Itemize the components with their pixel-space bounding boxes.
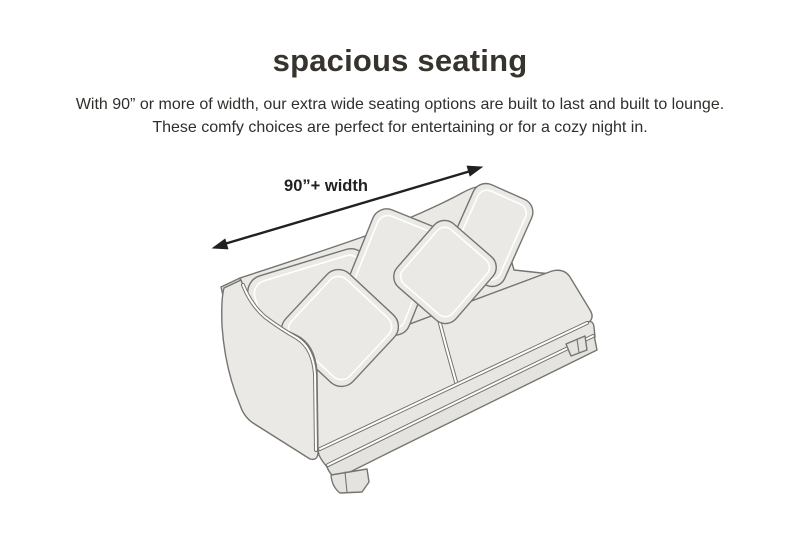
page-title: spacious seating bbox=[272, 43, 528, 78]
intro-line-1: With 90” or more of width, our extra wide seating options are built to last and built to lounge. bbox=[75, 96, 725, 113]
intro-line-2: These comfy choices are perfect for entertaining or for a cozy night in. bbox=[152, 119, 648, 136]
loveseat-drawing bbox=[221, 179, 597, 493]
width-dimension-label: 90”+ width bbox=[284, 177, 368, 195]
